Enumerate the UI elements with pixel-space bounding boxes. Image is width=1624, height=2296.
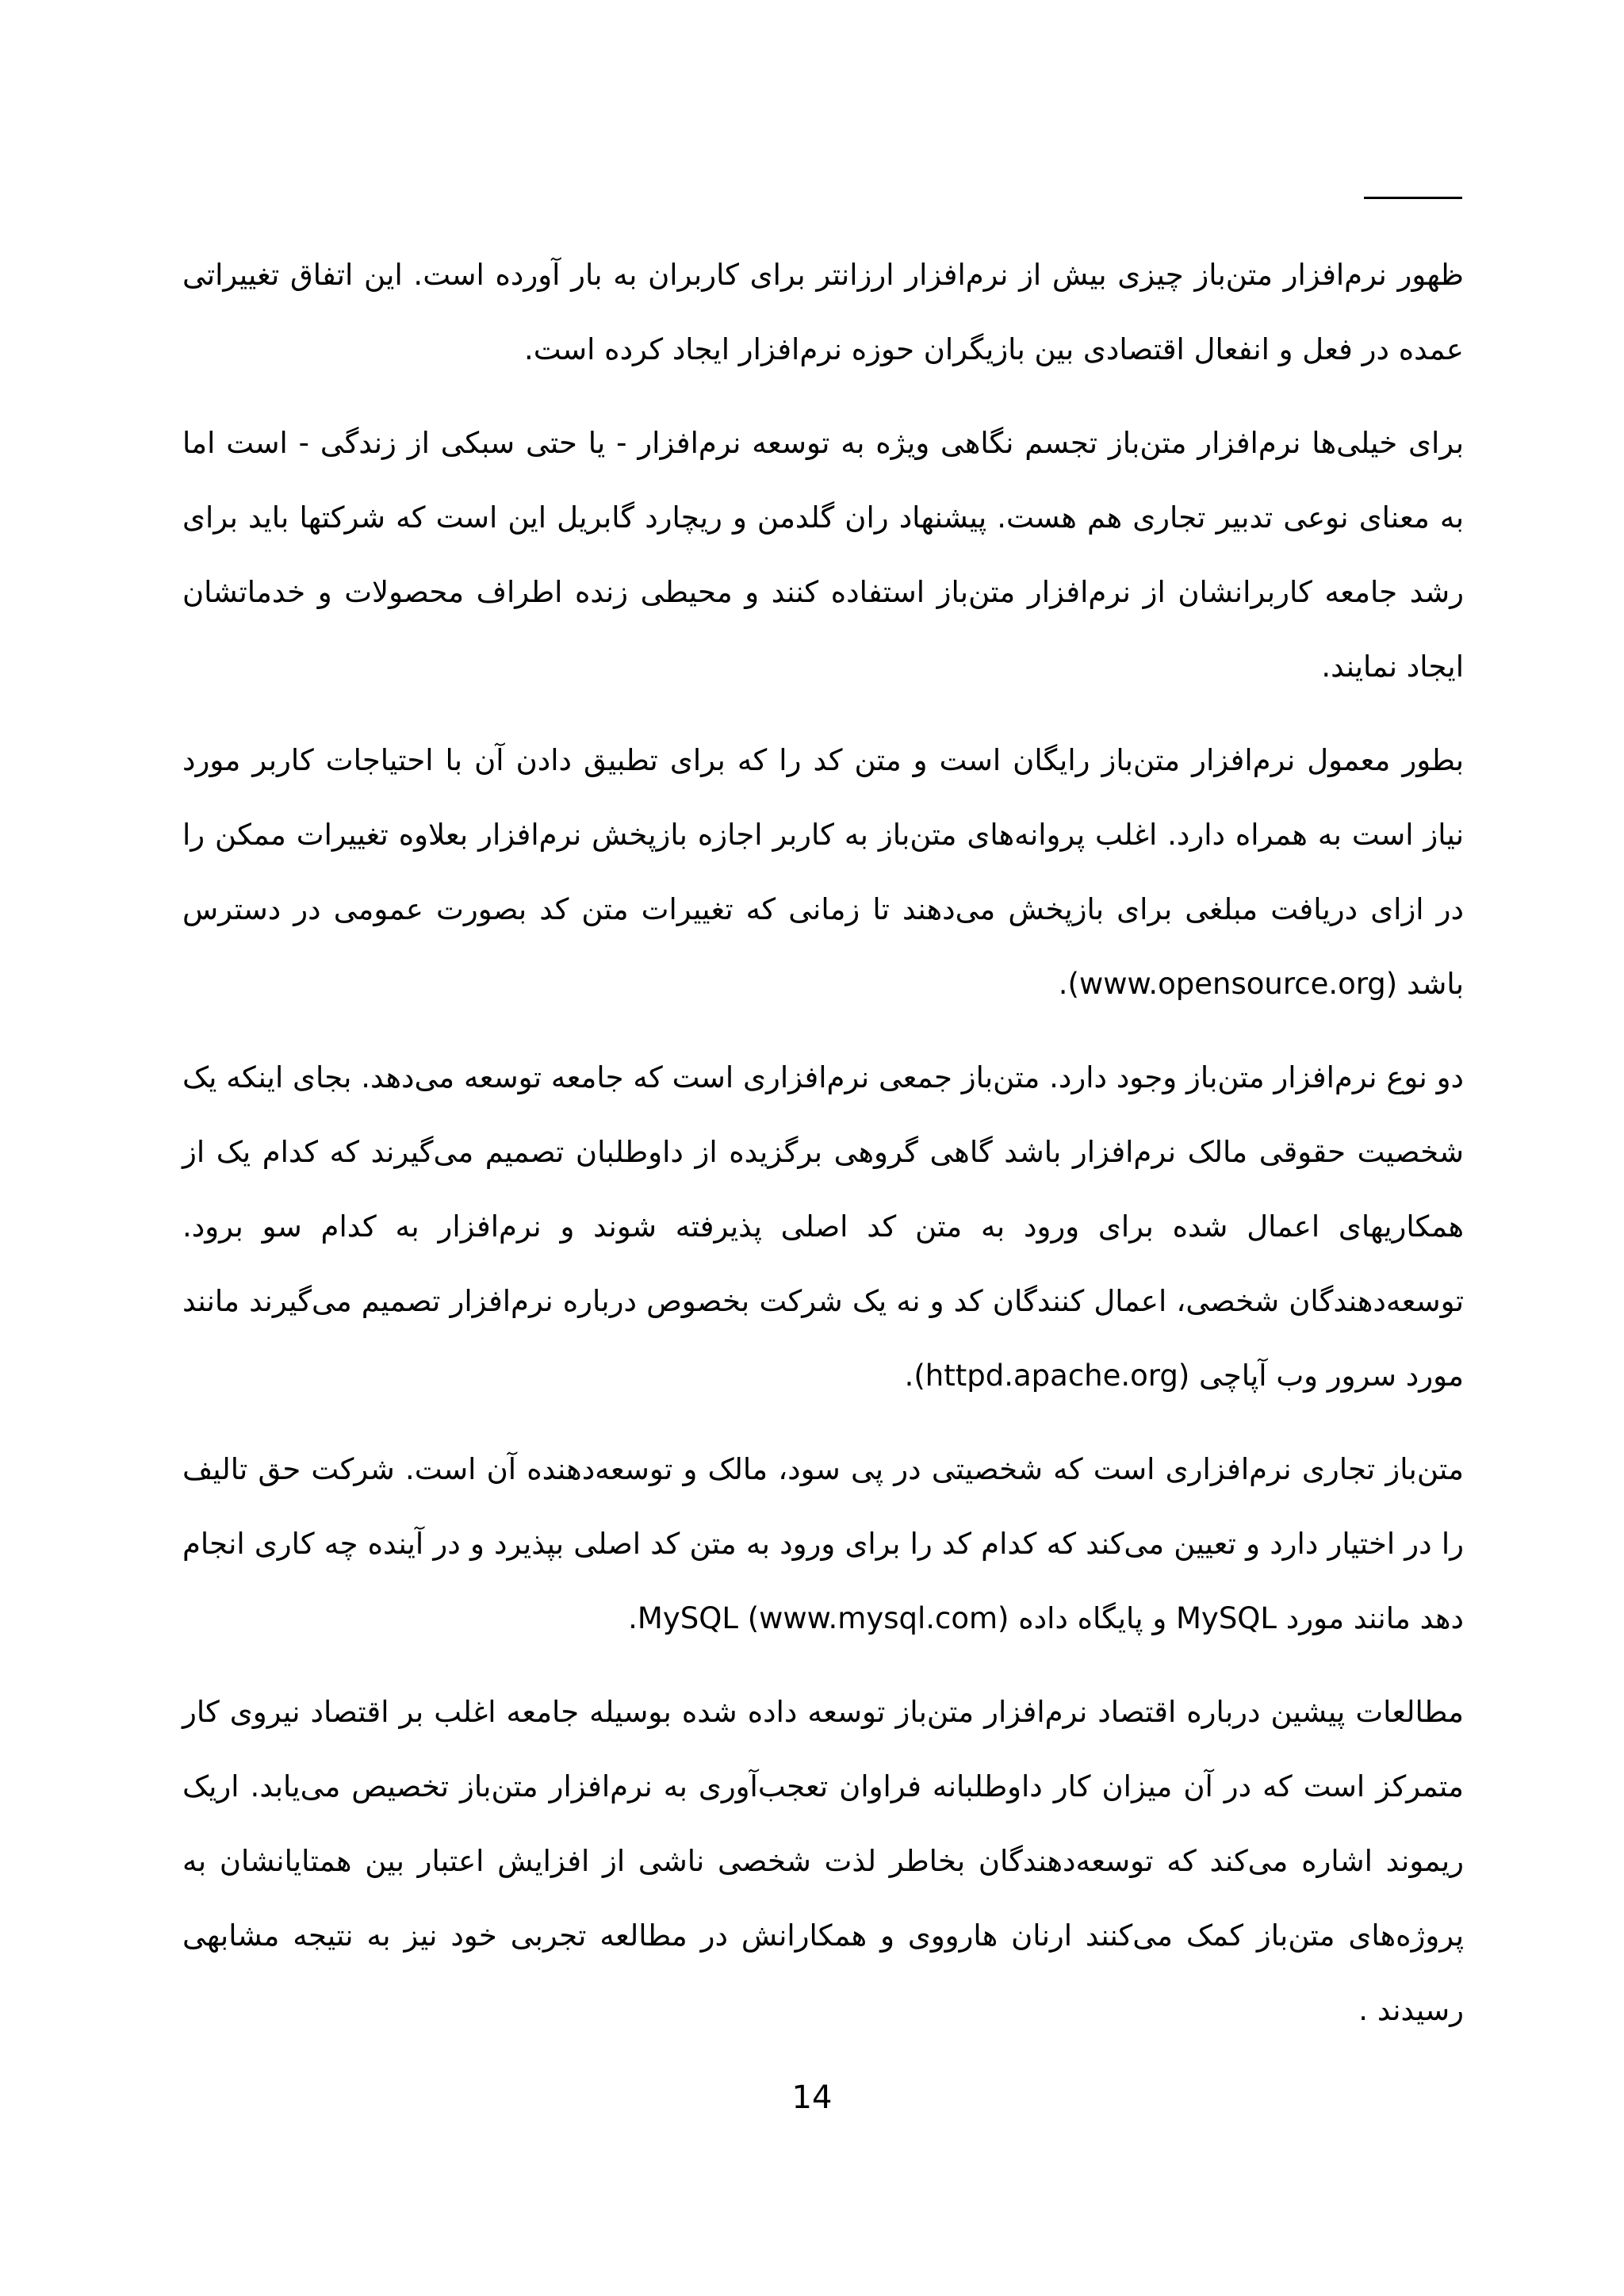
paragraph-6: مطالعات پیشین درباره اقتصاد نرم‌افزار متن‌باز توسعه داده شده بوسیله جامعه اغلب بر اقتصاد نیروی کار متمرکز است که در آن میزان کار داوطلبانه فراوان تعجب‌آوری به نرم‌افزار متن‌باز تخصیص می‌یابد. اریک ریموند اشاره می‌کند که توسعه‌دهندگان بخاطر لذت شخصی ناشی از افزایش اعتبار بین همتایانشان به پروژه‌های متن‌باز کمک می‌کنند ارنان هارووی و همکارانش در مطالعه تجربی خود نیز به نتیجه مشابهی رسیدند . xyxy=(182,1695,1464,2027)
page-number: 14 xyxy=(791,2079,833,2116)
paragraph-5: متن‌باز تجاری نرم‌افزاری است که شخصیتی در پی سود، مالک و توسعه‌دهنده آن است. شرکت حق تالیف را در اختیار دارد و تعیین می‌کند که کدام کد را برای ورود به متن کد اصلی بپذیرد و در آینده چه کاری انجام دهد مانند مورد MySQL و پایگاه داده MySQL (www.mysql.com). xyxy=(182,1452,1464,1635)
paragraph-2: برای خیلی‌ها نرم‌افزار متن‌باز تجسم نگاهی ویژه به توسعه نرم‌افزار - یا حتی سبکی از زندگی - است اما به معنای نوعی تدبیر تجاری هم هست. پیشنهاد ران گلدمن و ریچارد گابریل این است که شرکتها باید برای رشد جامعه کاربرانشان از نرم‌افزار متن‌باز استفاده کنند و محیطی زنده اطراف محصولات و خدماتشان ایجاد نمایند. xyxy=(182,426,1464,684)
paragraph-1: ظهور نرم‌افزار متن‌باز چیزی بیش از نرم‌افزار ارزانتر برای کاربران به بار آورده است. این اتفاق تغییراتی عمده در فعل و انفعال اقتصادی بین بازیگران حوزه نرم‌افزار ایجاد کرده است. xyxy=(182,258,1464,366)
paragraph-4: دو نوع نرم‌افزار متن‌باز وجود دارد. متن‌باز جمعی نرم‌افزاری است که جامعه توسعه می‌دهد. بجای اینکه یک شخصیت حقوقی مالک نرم‌افزار باشد گاهی گروهی برگزیده از داوطلبان تصمیم می‌گیرند که کدام یک از همکاریهای اعمال شده برای ورود به متن کد اصلی پذیرفته شوند و نرم‌افزار به کدام سو برود. توسعه‌دهندگان شخصی، اعمال کنندگان کد و نه یک شرکت بخصوص درباره نرم‌افزار تصمیم می‌گیرند مانند مورد سرور وب آپاچی (httpd.apache.org). xyxy=(182,1060,1464,1393)
paragraph-3: بطور معمول نرم‌افزار متن‌باز رایگان است و متن کد را که برای تطبیق دادن آن با احتیاجات کاربر مورد نیاز است به همراه دارد. اغلب پروانه‌های متن‌باز به کاربر اجازه بازپخش نرم‌افزار بعلاوه تغییرات ممکن را در ازای دریافت مبلغی برای بازپخش می‌دهند تا زمانی که تغییرات متن کد بصورت عمومی در دسترس باشد (www.opensource.org). xyxy=(182,743,1464,1001)
body-text xyxy=(182,238,1464,2067)
top-rule-divider xyxy=(1364,197,1462,199)
